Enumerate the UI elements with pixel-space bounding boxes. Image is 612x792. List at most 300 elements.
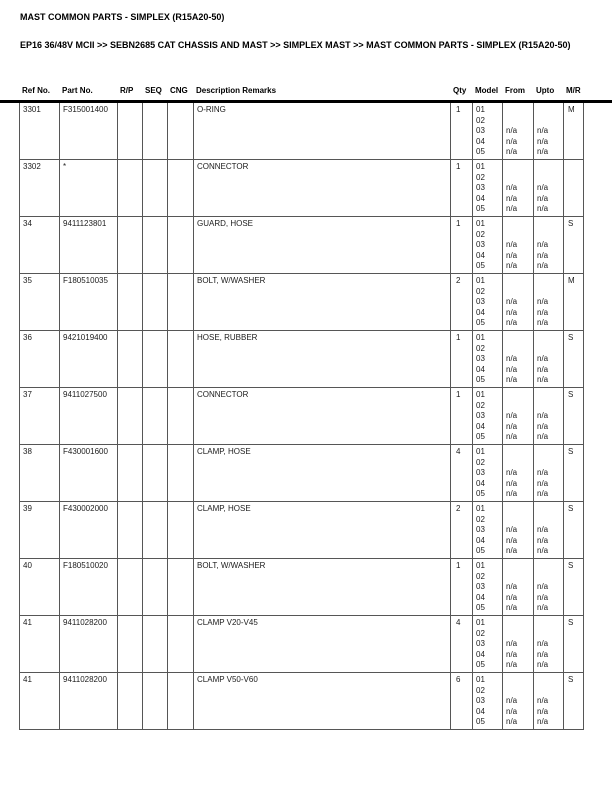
description-cell: CLAMP V20-V45 — [194, 616, 451, 673]
model-line: n/a — [506, 147, 518, 156]
model-line: 04 — [476, 592, 485, 602]
part-no-cell: 9411028200 — [60, 616, 118, 673]
model-line: n/a — [506, 546, 518, 555]
description-cell: CLAMP, HOSE — [194, 502, 451, 559]
model-line — [506, 515, 532, 526]
table-row — [20, 331, 585, 388]
model-line: 05 — [476, 375, 485, 384]
model-line: 02 — [476, 286, 485, 296]
model-line — [537, 105, 562, 116]
model-line: 04 — [476, 478, 485, 488]
model-line: 05 — [476, 489, 485, 498]
part-no-cell: 9411028200 — [60, 673, 118, 730]
model-line: n/a — [506, 307, 518, 317]
model-line: n/a — [506, 421, 518, 431]
model-line: n/a — [506, 261, 518, 270]
model-line — [506, 458, 532, 469]
col-header-seq: SEQ — [145, 86, 162, 95]
model-line — [537, 504, 562, 515]
model-line: n/a — [506, 136, 518, 146]
cng-cell — [168, 673, 194, 730]
model-cell — [473, 445, 503, 502]
part-no-cell: F430001600 — [60, 445, 118, 502]
model-line: n/a — [537, 204, 549, 213]
model-line: 03 — [476, 240, 485, 249]
model-line — [506, 447, 532, 458]
model-line — [537, 447, 562, 458]
ref-no-cell: 3302 — [20, 160, 60, 217]
model-line: n/a — [506, 126, 518, 135]
model-line: 01 — [476, 105, 485, 114]
model-cell — [473, 103, 503, 160]
model-line — [537, 276, 562, 287]
model-line: 03 — [476, 354, 485, 363]
part-no-cell: 9421019400 — [60, 331, 118, 388]
model-cell — [473, 673, 503, 730]
model-line: 03 — [476, 525, 485, 534]
col-header-part-no: Part No. — [62, 86, 93, 95]
model-line: 04 — [476, 193, 485, 203]
model-line: 03 — [476, 639, 485, 648]
model-line: n/a — [506, 525, 518, 534]
qty-cell: 4 — [451, 616, 473, 673]
model-cell — [473, 217, 503, 274]
cng-cell — [168, 616, 194, 673]
model-line — [506, 333, 532, 344]
model-line: n/a — [537, 240, 549, 249]
rp-cell — [118, 445, 143, 502]
model-line: 02 — [476, 457, 485, 467]
model-line: n/a — [537, 421, 549, 431]
qty-cell: 1 — [451, 217, 473, 274]
upto-cell — [534, 217, 564, 274]
part-no-cell: F430002000 — [60, 502, 118, 559]
col-header-from: From — [505, 86, 525, 95]
seq-cell — [143, 274, 168, 331]
cng-cell — [168, 217, 194, 274]
model-line: n/a — [506, 592, 518, 602]
upto-cell — [534, 445, 564, 502]
qty-cell: 1 — [451, 160, 473, 217]
model-line — [506, 572, 532, 583]
model-cell — [473, 616, 503, 673]
qty-cell: 4 — [451, 445, 473, 502]
seq-cell — [143, 103, 168, 160]
model-line — [506, 504, 532, 515]
mr-cell: S — [564, 445, 584, 502]
rp-cell — [118, 103, 143, 160]
model-line — [506, 401, 532, 412]
rp-cell — [118, 217, 143, 274]
model-line: n/a — [537, 318, 549, 327]
model-line — [506, 686, 532, 697]
mr-cell: S — [564, 616, 584, 673]
rp-cell — [118, 559, 143, 616]
model-line — [537, 333, 562, 344]
description-cell: GUARD, HOSE — [194, 217, 451, 274]
col-header-qty: Qty — [453, 86, 467, 95]
col-header-upto: Upto — [536, 86, 555, 95]
model-line — [506, 618, 532, 629]
model-line: 01 — [476, 675, 485, 684]
from-cell — [503, 274, 534, 331]
qty-cell: 1 — [451, 103, 473, 160]
model-line: 01 — [476, 504, 485, 513]
cng-cell — [168, 559, 194, 616]
qty-cell: 1 — [451, 559, 473, 616]
model-line: 02 — [476, 115, 485, 125]
model-line: 01 — [476, 276, 485, 285]
model-line: n/a — [537, 717, 549, 726]
model-line: n/a — [506, 250, 518, 260]
model-line: n/a — [537, 432, 549, 441]
model-line: 04 — [476, 136, 485, 146]
table-row — [20, 502, 585, 559]
model-line — [537, 230, 562, 241]
table-row — [20, 616, 585, 673]
model-cell — [473, 559, 503, 616]
model-line: n/a — [506, 706, 518, 716]
model-line: n/a — [537, 468, 549, 477]
col-header-cng: CNG — [170, 86, 188, 95]
model-line: 04 — [476, 649, 485, 659]
ref-no-cell: 3301 — [20, 103, 60, 160]
part-no-cell: * — [60, 160, 118, 217]
model-line: n/a — [506, 649, 518, 659]
model-line: 02 — [476, 229, 485, 239]
model-line: n/a — [537, 546, 549, 555]
from-cell — [503, 331, 534, 388]
rp-cell — [118, 673, 143, 730]
model-line: n/a — [506, 183, 518, 192]
description-cell: BOLT, W/WASHER — [194, 274, 451, 331]
model-line: n/a — [506, 297, 518, 306]
model-line: 02 — [476, 343, 485, 353]
model-line: 05 — [476, 546, 485, 555]
upto-cell — [534, 388, 564, 445]
model-line — [506, 344, 532, 355]
model-line — [537, 390, 562, 401]
model-line — [506, 675, 532, 686]
model-line: 02 — [476, 400, 485, 410]
part-no-cell: F180510035 — [60, 274, 118, 331]
part-no-cell: F315001400 — [60, 103, 118, 160]
table-row — [20, 673, 585, 730]
model-line: 01 — [476, 447, 485, 456]
col-header-rp: R/P — [120, 86, 134, 95]
model-line: 02 — [476, 628, 485, 638]
ref-no-cell: 37 — [20, 388, 60, 445]
parts-table — [19, 103, 585, 730]
model-line: n/a — [537, 696, 549, 705]
model-line: n/a — [537, 639, 549, 648]
seq-cell — [143, 160, 168, 217]
cng-cell — [168, 160, 194, 217]
model-line: n/a — [506, 204, 518, 213]
description-cell: O-RING — [194, 103, 451, 160]
mr-cell: S — [564, 673, 584, 730]
model-line — [537, 572, 562, 583]
model-line — [537, 561, 562, 572]
seq-cell — [143, 502, 168, 559]
model-line: n/a — [506, 318, 518, 327]
upto-cell — [534, 160, 564, 217]
from-cell — [503, 559, 534, 616]
model-line: 02 — [476, 514, 485, 524]
description-cell: CLAMP V50-V60 — [194, 673, 451, 730]
model-line: n/a — [506, 717, 518, 726]
from-cell — [503, 616, 534, 673]
model-line: 02 — [476, 685, 485, 695]
model-line: 04 — [476, 421, 485, 431]
from-cell — [503, 673, 534, 730]
description-cell: BOLT, W/WASHER — [194, 559, 451, 616]
model-line: 05 — [476, 432, 485, 441]
rp-cell — [118, 616, 143, 673]
model-line: 05 — [476, 660, 485, 669]
table-row — [20, 217, 585, 274]
model-line: 02 — [476, 571, 485, 581]
model-line: n/a — [537, 261, 549, 270]
seq-cell — [143, 331, 168, 388]
model-line: 03 — [476, 582, 485, 591]
model-line: n/a — [506, 582, 518, 591]
col-header-model: Model — [475, 86, 499, 95]
model-line — [537, 675, 562, 686]
model-line: n/a — [506, 468, 518, 477]
mr-cell: S — [564, 502, 584, 559]
mr-cell: S — [564, 559, 584, 616]
model-line — [506, 116, 532, 127]
model-line: 03 — [476, 411, 485, 420]
table-row — [20, 445, 585, 502]
model-line: n/a — [537, 193, 549, 203]
seq-cell — [143, 388, 168, 445]
model-line: 01 — [476, 333, 485, 342]
model-line: n/a — [537, 126, 549, 135]
model-line: 04 — [476, 364, 485, 374]
mr-cell: S — [564, 388, 584, 445]
table-row — [20, 559, 585, 616]
qty-cell: 6 — [451, 673, 473, 730]
model-line: 01 — [476, 219, 485, 228]
model-line: 01 — [476, 390, 485, 399]
model-line: n/a — [506, 411, 518, 420]
model-line: 01 — [476, 561, 485, 570]
model-line: n/a — [537, 706, 549, 716]
upto-cell — [534, 103, 564, 160]
model-line: n/a — [506, 193, 518, 203]
seq-cell — [143, 673, 168, 730]
rp-cell — [118, 160, 143, 217]
model-line: 05 — [476, 603, 485, 612]
model-line: 01 — [476, 618, 485, 627]
model-line: 04 — [476, 535, 485, 545]
col-header-description: Description Remarks — [196, 86, 277, 95]
model-line — [537, 629, 562, 640]
from-cell — [503, 217, 534, 274]
model-line: n/a — [537, 603, 549, 612]
model-line: n/a — [537, 525, 549, 534]
description-cell: CONNECTOR — [194, 160, 451, 217]
model-line: n/a — [506, 478, 518, 488]
model-line: n/a — [537, 250, 549, 260]
ref-no-cell: 34 — [20, 217, 60, 274]
model-line: n/a — [506, 639, 518, 648]
model-line: n/a — [537, 478, 549, 488]
from-cell — [503, 388, 534, 445]
seq-cell — [143, 559, 168, 616]
model-line: 03 — [476, 696, 485, 705]
table-row — [20, 103, 585, 160]
upto-cell — [534, 274, 564, 331]
qty-cell: 1 — [451, 388, 473, 445]
ref-no-cell: 41 — [20, 673, 60, 730]
model-line: n/a — [506, 364, 518, 374]
model-line: n/a — [537, 411, 549, 420]
table-row — [20, 160, 585, 217]
cng-cell — [168, 103, 194, 160]
model-line — [506, 219, 532, 230]
cng-cell — [168, 502, 194, 559]
model-line: n/a — [537, 660, 549, 669]
description-cell: CONNECTOR — [194, 388, 451, 445]
model-line: n/a — [537, 535, 549, 545]
model-line — [537, 344, 562, 355]
upto-cell — [534, 331, 564, 388]
from-cell — [503, 103, 534, 160]
model-line: n/a — [537, 375, 549, 384]
upto-cell — [534, 616, 564, 673]
model-line — [537, 458, 562, 469]
cng-cell — [168, 331, 194, 388]
part-no-cell: 9411027500 — [60, 388, 118, 445]
model-line: n/a — [537, 354, 549, 363]
qty-cell: 2 — [451, 274, 473, 331]
model-line: n/a — [506, 603, 518, 612]
model-cell — [473, 160, 503, 217]
rp-cell — [118, 388, 143, 445]
model-line — [506, 629, 532, 640]
upto-cell — [534, 559, 564, 616]
upto-cell — [534, 502, 564, 559]
model-line: 01 — [476, 162, 485, 171]
description-cell: CLAMP, HOSE — [194, 445, 451, 502]
model-line — [506, 287, 532, 298]
ref-no-cell: 40 — [20, 559, 60, 616]
model-line: n/a — [537, 582, 549, 591]
model-line: n/a — [506, 240, 518, 249]
model-cell — [473, 274, 503, 331]
ref-no-cell: 38 — [20, 445, 60, 502]
model-line — [506, 230, 532, 241]
mr-cell: M — [564, 274, 584, 331]
qty-cell: 2 — [451, 502, 473, 559]
model-line — [506, 561, 532, 572]
model-line: n/a — [537, 592, 549, 602]
model-line: 03 — [476, 297, 485, 306]
model-line: 03 — [476, 183, 485, 192]
rp-cell — [118, 274, 143, 331]
model-line — [537, 618, 562, 629]
model-line: 05 — [476, 318, 485, 327]
from-cell — [503, 445, 534, 502]
model-line: n/a — [537, 489, 549, 498]
ref-no-cell: 36 — [20, 331, 60, 388]
model-line: n/a — [537, 307, 549, 317]
mr-cell — [564, 160, 584, 217]
cng-cell — [168, 274, 194, 331]
col-header-mr: M/R — [566, 86, 581, 95]
model-cell — [473, 502, 503, 559]
model-line: n/a — [506, 375, 518, 384]
from-cell — [503, 502, 534, 559]
cng-cell — [168, 445, 194, 502]
cng-cell — [168, 388, 194, 445]
model-line — [537, 287, 562, 298]
breadcrumb: EP16 36/48V MCII >> SEBN2685 CAT CHASSIS AND MAST >> SIMPLEX MAST >> MAST COMMON PARTS - SIMPLEX (R15A20-50) — [20, 40, 571, 50]
model-line: 05 — [476, 261, 485, 270]
model-line: n/a — [506, 489, 518, 498]
rp-cell — [118, 502, 143, 559]
model-line: n/a — [537, 297, 549, 306]
model-line: n/a — [537, 364, 549, 374]
model-cell — [473, 331, 503, 388]
seq-cell — [143, 217, 168, 274]
model-line: n/a — [537, 147, 549, 156]
model-line — [506, 162, 532, 173]
model-line — [537, 116, 562, 127]
mr-cell: S — [564, 217, 584, 274]
rp-cell — [118, 331, 143, 388]
model-line — [537, 686, 562, 697]
model-line: 02 — [476, 172, 485, 182]
model-line: n/a — [506, 660, 518, 669]
model-line — [537, 173, 562, 184]
model-line: 05 — [476, 204, 485, 213]
model-line: n/a — [506, 354, 518, 363]
model-line: n/a — [537, 183, 549, 192]
model-line — [537, 162, 562, 173]
seq-cell — [143, 445, 168, 502]
from-cell — [503, 160, 534, 217]
ref-no-cell: 35 — [20, 274, 60, 331]
model-line: 05 — [476, 147, 485, 156]
model-line: 05 — [476, 717, 485, 726]
model-line: n/a — [506, 432, 518, 441]
table-row — [20, 388, 585, 445]
ref-no-cell: 41 — [20, 616, 60, 673]
model-line — [506, 173, 532, 184]
mr-cell: M — [564, 103, 584, 160]
model-line: n/a — [537, 649, 549, 659]
model-line: 04 — [476, 250, 485, 260]
seq-cell — [143, 616, 168, 673]
table-row — [20, 274, 585, 331]
part-no-cell: 9411123801 — [60, 217, 118, 274]
model-line — [506, 390, 532, 401]
upto-cell — [534, 673, 564, 730]
model-line — [506, 105, 532, 116]
model-line: 04 — [476, 706, 485, 716]
model-line: n/a — [506, 696, 518, 705]
description-cell: HOSE, RUBBER — [194, 331, 451, 388]
model-line: n/a — [506, 535, 518, 545]
model-line: n/a — [537, 136, 549, 146]
model-line — [506, 276, 532, 287]
mr-cell: S — [564, 331, 584, 388]
model-cell — [473, 388, 503, 445]
